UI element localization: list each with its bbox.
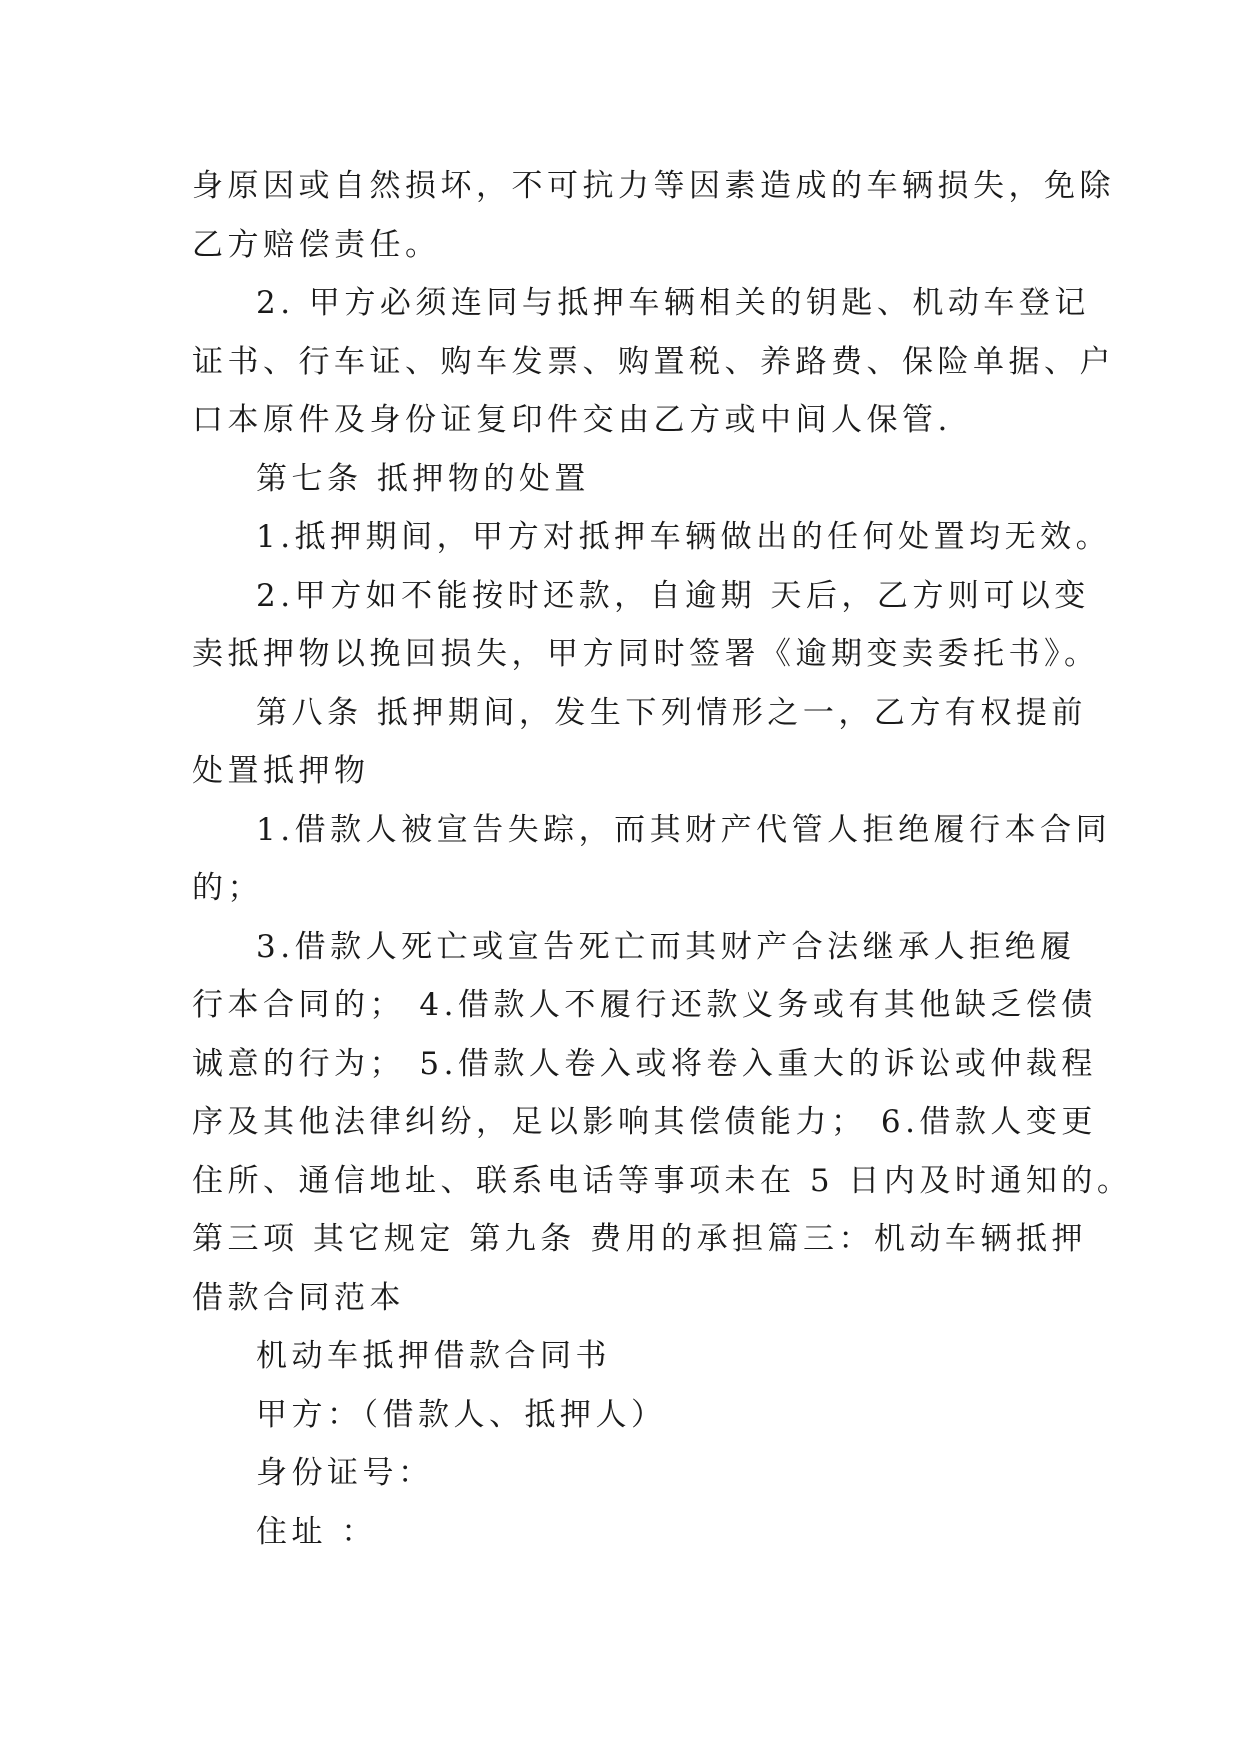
paragraph-line: 卖抵押物以挽回损失，甲方同时签署《逾期变卖委托书》。	[192, 636, 1100, 672]
paragraph-line: 2. 甲方必须连同与抵押车辆相关的钥匙、机动车登记	[256, 285, 1090, 321]
paragraph-line: 序及其他法律纠纷，足以影响其偿债能力； 6.借款人变更	[192, 1104, 1097, 1140]
document-body	[192, 157, 1133, 1561]
paragraph-line: 1.借款人被宣告失踪，而其财产代管人拒绝履行本合同	[256, 811, 1112, 848]
paragraph-line: 处置抵押物	[192, 753, 370, 789]
paragraph-line: 借款合同范本	[192, 1279, 405, 1316]
party-a-label: 甲方：（借款人、抵押人）	[256, 1396, 667, 1433]
paragraph-line: 2.甲方如不能按时还款，自逾期 天后，乙方则可以变	[256, 577, 1090, 614]
paragraph-line: 口本原件及身份证复印件交由乙方或中间人保管.	[192, 402, 952, 438]
paragraph-line: 3.借款人死亡或宣告死亡而其财产合法继承人拒绝履	[256, 928, 1076, 965]
address-label: 住址 ：	[256, 1513, 377, 1550]
id-number-label: 身份证号：	[256, 1455, 434, 1491]
contract-title: 机动车抵押借款合同书	[256, 1338, 611, 1374]
paragraph-line: 诚意的行为； 5.借款人卷入或将卷入重大的诉讼或仲裁程	[192, 1045, 1097, 1082]
paragraph-line: 的；	[192, 870, 263, 906]
paragraph-line: 1.抵押期间，甲方对抵押车辆做出的任何处置均无效。	[256, 519, 1112, 555]
section-heading: 第八条 抵押期间，发生下列情形之一，乙方有权提前	[256, 694, 1087, 731]
section-heading: 第七条 抵押物的处置	[256, 460, 590, 497]
paragraph-line: 乙方赔偿责任。	[192, 226, 441, 263]
paragraph-line: 证书、行车证、购车发票、购置税、养路费、保险单据、户	[192, 343, 1115, 380]
paragraph-line: 身原因或自然损坏，不可抗力等因素造成的车辆损失，免除	[192, 168, 1115, 204]
paragraph-line: 第三项 其它规定 第九条 费用的承担篇三：机动车辆抵押	[192, 1221, 1088, 1257]
paragraph-line: 行本合同的； 4.借款人不履行还款义务或有其他缺乏偿债	[192, 987, 1097, 1023]
paragraph-line: 住所、通信地址、联系电话等事项未在 5 日内及时通知的。	[192, 1162, 1133, 1199]
